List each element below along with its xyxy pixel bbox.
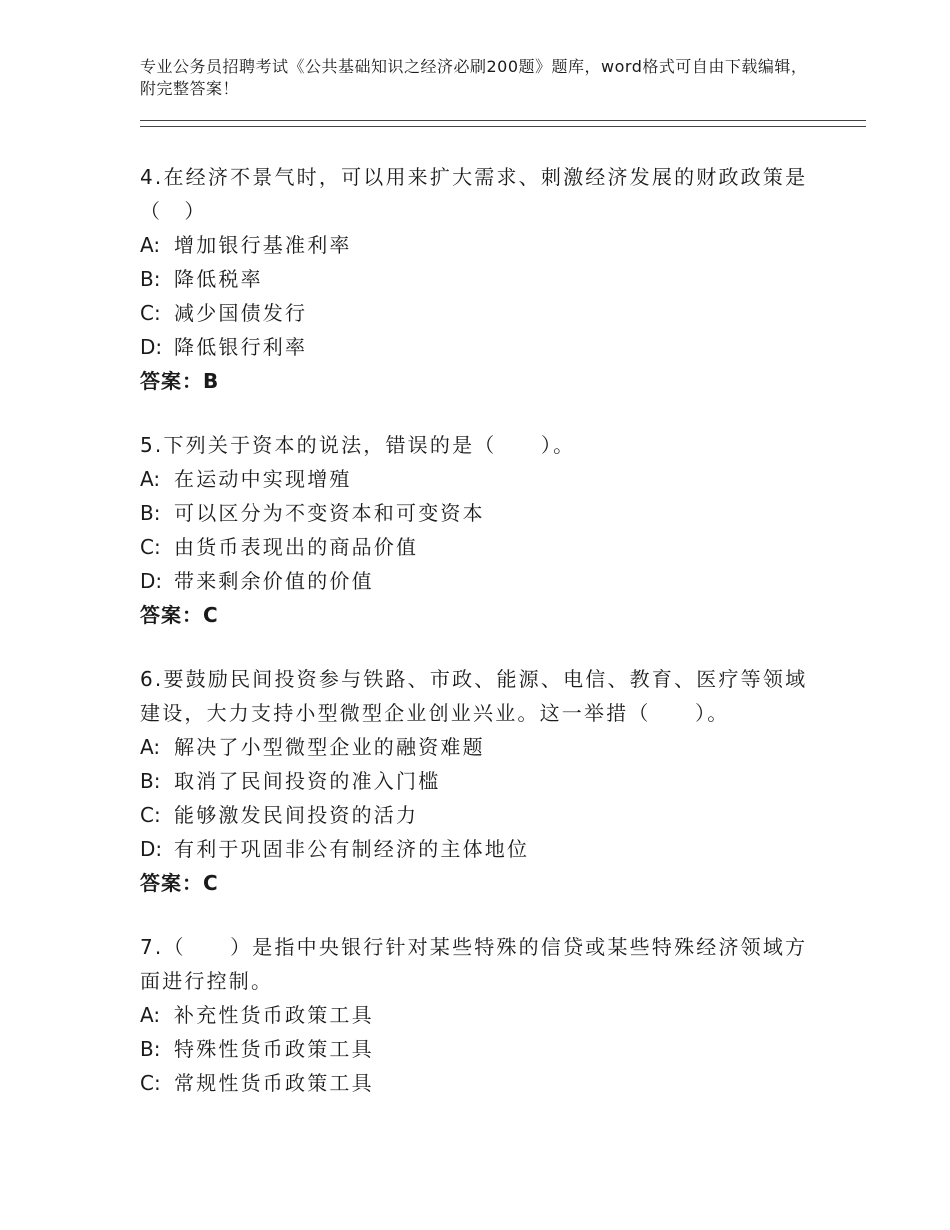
option-d [140, 832, 810, 866]
option-letter: D: [140, 569, 163, 593]
header-divider [140, 120, 866, 127]
option-text: 解决了小型微型企业的融资难题 [174, 735, 485, 759]
question-stem: 4.在经济不景气时，可以用来扩大需求、刺激经济发展的财政政策是（ ） [140, 165, 808, 223]
option-text: 取消了民间投资的准入门槛 [174, 769, 441, 793]
option-b [140, 764, 810, 798]
option-letter: A: [140, 467, 161, 491]
option-letter: D: [140, 837, 163, 861]
option-d [140, 330, 810, 364]
question-4 [140, 160, 810, 398]
option-c [140, 798, 810, 832]
option-text: 在运动中实现增殖 [174, 467, 352, 491]
option-text: 带来剩余价值的价值 [174, 569, 374, 593]
question-6 [140, 662, 810, 900]
option-text: 降低税率 [174, 267, 263, 291]
option-a [140, 730, 810, 764]
option-text: 特殊性货币政策工具 [174, 1037, 374, 1061]
option-letter: A: [140, 233, 161, 257]
option-a [140, 228, 810, 262]
option-letter: B: [140, 1037, 161, 1061]
answer-label: 答案：B [140, 369, 220, 393]
option-c [140, 530, 810, 564]
option-b [140, 1032, 810, 1066]
option-text: 有利于巩固非公有制经济的主体地位 [174, 837, 530, 861]
question-5 [140, 428, 810, 632]
option-letter: C: [140, 301, 161, 325]
option-a [140, 462, 810, 496]
answer-label: 答案：C [140, 603, 219, 627]
question-stem: 7.（ ）是指中央银行针对某些特殊的信贷或某些特殊经济领域方面进行控制。 [140, 935, 808, 993]
option-b [140, 496, 810, 530]
option-text: 增加银行基准利率 [174, 233, 352, 257]
question-stem: 6.要鼓励民间投资参与铁路、市政、能源、电信、教育、医疗等领域建设，大力支持小型微型企业创业兴业。这一举措（ ）。 [140, 667, 808, 725]
option-letter: B: [140, 267, 161, 291]
option-letter: B: [140, 501, 161, 525]
question-list [140, 160, 810, 1130]
option-c [140, 1066, 810, 1100]
option-letter: D: [140, 335, 163, 359]
option-text: 减少国债发行 [174, 301, 308, 325]
option-text: 可以区分为不变资本和可变资本 [174, 501, 485, 525]
option-text: 能够激发民间投资的活力 [174, 803, 419, 827]
option-letter: C: [140, 803, 161, 827]
question-7 [140, 930, 810, 1100]
option-letter: B: [140, 769, 161, 793]
option-text: 常规性货币政策工具 [174, 1071, 374, 1095]
option-d [140, 564, 810, 598]
document-header-title: 专业公务员招聘考试《公共基础知识之经济必刷200题》题库，word格式可自由下载编辑，附完整答案！ [140, 57, 808, 98]
question-stem: 5.下列关于资本的说法，错误的是（ ）。 [140, 433, 576, 457]
option-text: 降低银行利率 [174, 335, 308, 359]
option-letter: A: [140, 1003, 161, 1027]
option-letter: A: [140, 735, 161, 759]
option-b [140, 262, 810, 296]
option-c [140, 296, 810, 330]
option-letter: C: [140, 535, 161, 559]
option-text: 由货币表现出的商品价值 [174, 535, 419, 559]
answer-label: 答案：C [140, 871, 219, 895]
option-letter: C: [140, 1071, 161, 1095]
option-a [140, 998, 810, 1032]
option-text: 补充性货币政策工具 [174, 1003, 374, 1027]
